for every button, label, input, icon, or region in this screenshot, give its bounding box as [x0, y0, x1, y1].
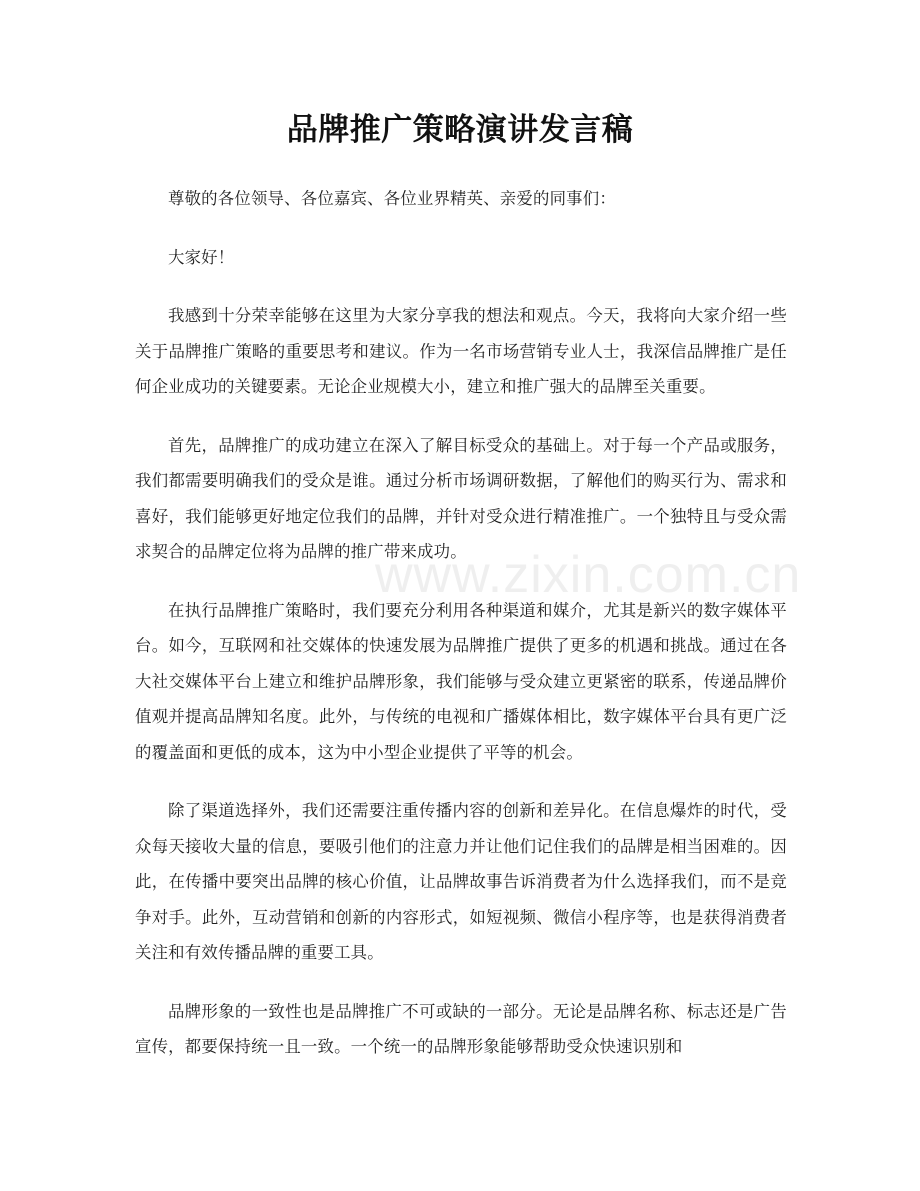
watermark: www.zixin.com.cn	[375, 546, 802, 604]
salutation-paragraph: 尊敬的各位领导、各位嘉宾、各位业界精英、亲爱的同事们：	[168, 189, 616, 208]
intro-paragraph: 我感到十分荣幸能够在这里为大家分享我的想法和观点。今天，我将向大家介绍一些关于品牌推广策略的重要思考和建议。作为一名市场营销专业人士，我深信品牌推广是任何企业成功的关键要素。无论企业规模大小，建立和推广强大的品牌至关重要。	[135, 306, 787, 396]
content-paragraph: 除了渠道选择外，我们还需要注重传播内容的创新和差异化。在信息爆炸的时代，受众每天接收大量的信息，要吸引他们的注意力并让他们记住我们的品牌是相当困难的。因此，在传播中要突出品牌的核心价值，让品牌故事告诉消费者为什么选择我们，而不是竞争对手。此外，互动营销和创新的内容形式，如短视频、微信小程序等，也是获得消费者关注和有效传播品牌的重要工具。	[135, 801, 787, 962]
document-title: 品牌推广策略演讲发言稿	[286, 112, 634, 148]
audience-paragraph: 首先，品牌推广的成功建立在深入了解目标受众的基础上。对于每一个产品或服务，我们都需要明确我们的受众是谁。通过分析市场调研数据，了解他们的购买行为、需求和喜好，我们能够更好地定位我们的品牌，并针对受众进行精准推广。一个独特且与受众需求契合的品牌定位将为品牌的推广带来成功。	[135, 435, 787, 561]
consistency-paragraph: 品牌形象的一致性也是品牌推广不可或缺的一部分。无论是品牌名称、标志还是广告宣传，都要保持统一且一致。一个统一的品牌形象能够帮助受众快速识别和	[135, 1001, 787, 1056]
greeting-paragraph: 大家好！	[168, 247, 235, 267]
document-body	[135, 181, 787, 1088]
channels-paragraph: 在执行品牌推广策略时，我们要充分利用各种渠道和媒介，尤其是新兴的数字媒体平台。如今，互联网和社交媒体的快速发展为品牌推广提供了更多的机遇和挑战。通过在各大社交媒体平台上建立和维护品牌形象，我们能够与受众建立更紧密的联系，传递品牌价值观并提高品牌知名度。此外，与传统的电视和广播媒体相比，数字媒体平台具有更广泛的覆盖面和更低的成本，这为中小型企业提供了平等的机会。	[135, 600, 787, 762]
